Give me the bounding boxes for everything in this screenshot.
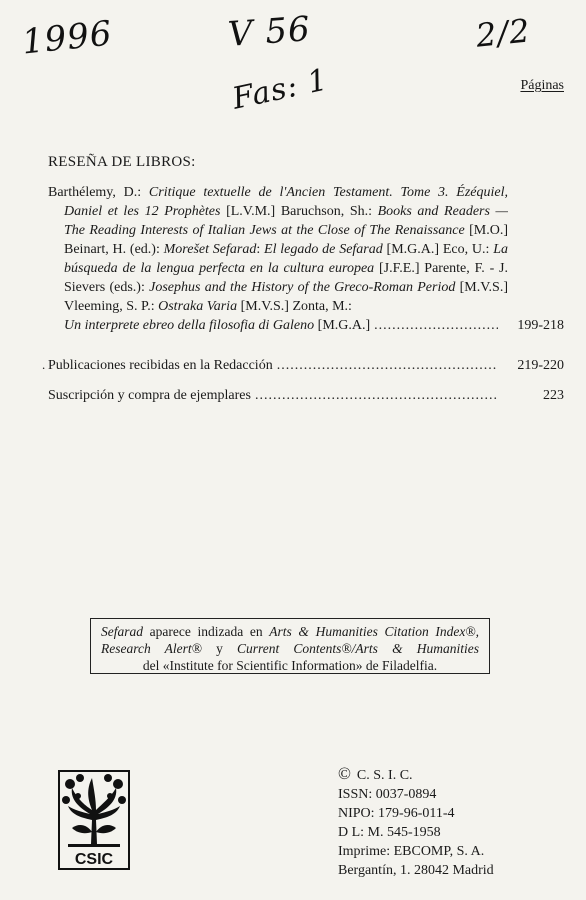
review-title: El legado de Sefarad: [264, 242, 383, 257]
page-range: 199-218: [517, 318, 564, 333]
dot-leader: [255, 388, 498, 404]
review-reviewer: [M.V.S.] Vleeming, S. P.:: [64, 280, 508, 314]
review-reviewer: [M.G.A.] Eco, U.:: [382, 242, 494, 257]
handwritten-volume: V 56: [226, 9, 312, 55]
review-title: Un interprete ebreo della filosofia di Galeno: [64, 318, 315, 333]
pages-column-heading: Páginas: [520, 78, 564, 93]
review-reviewer: [J.F.E.] Parente, F. - J. Sievers (eds.):: [64, 261, 508, 295]
indexing-notice-box: [90, 618, 490, 674]
review-author-barthelemy: Barthélemy, D.:: [48, 185, 149, 200]
imprint-block: [338, 764, 494, 880]
toc-entry-publications: [42, 357, 564, 374]
review-title: Critique textuelle de l'Ancien Testament. Tome 3. Ézéquiel, Daniel et les 12 Prophètes: [64, 185, 508, 219]
review-title: Josephus and the History of the Greco-Roman Period: [149, 280, 456, 295]
printer: Imprime: EBCOMP, S. A.: [338, 844, 485, 859]
nipo: NIPO: 179-96-011-4: [338, 806, 455, 821]
handwritten-year: 1996: [20, 13, 115, 63]
section-title: RESEÑA DE LIBROS:: [48, 154, 196, 170]
entry-label: Publicaciones recibidas en la Redacción: [48, 358, 273, 373]
review-reviewer: [M.G.A.]: [314, 318, 371, 333]
issn: ISSN: 0037-0894: [338, 787, 437, 802]
page-range: 223: [543, 388, 564, 403]
reviews-list-text: [48, 183, 508, 316]
entry-label: Suscripción y compra de ejemplares: [48, 388, 251, 403]
notice-line-1: Sefarad aparece indizada en Arts & Humanities Citation Index®,: [101, 624, 479, 639]
reviews-last-line: [48, 316, 564, 335]
stray-mark: .: [42, 357, 46, 372]
dot-leader: [277, 358, 498, 374]
review-reviewer: [L.V.M.] Baruchson, Sh.:: [220, 204, 378, 219]
copyright-line: © C. S. I. C.: [338, 764, 413, 783]
toc-entry-subscription: [48, 388, 564, 404]
review-title: Ostraka Varia: [158, 299, 238, 314]
toc-entry-book-reviews: [48, 183, 564, 335]
handwritten-fascicle: Fas: 1: [229, 62, 332, 117]
csic-tree-emblem-icon: [58, 770, 130, 870]
dot-leader: [374, 316, 498, 335]
review-reviewer: [M.O.] Beinart, H. (ed.):: [64, 223, 508, 257]
review-title: La búsqueda de la lengua perfecta en la cultura europea: [64, 242, 508, 276]
review-reviewer: [M.V.S.] Zonta, M.:: [237, 299, 352, 314]
notice-line-2: Research Alert® y Current Contents®/Arts & Humanities: [101, 641, 479, 656]
review-title: Morešet Sefarad: [163, 242, 257, 257]
review-title: Books and Readers — The Reading Interests of Italian Jews at the Close of The Renaissance: [64, 204, 508, 238]
csic-logo-text: CSIC: [74, 851, 114, 868]
printer-address: Bergantín, 1. 28042 Madrid: [338, 863, 494, 878]
legal-deposit: D L: M. 545-1958: [338, 825, 441, 840]
copyright-icon: ©: [338, 764, 351, 783]
review-separator: :: [256, 242, 265, 257]
handwritten-page-count: 2/2: [474, 11, 533, 55]
page-range: 219-220: [517, 358, 564, 373]
notice-line-3: del «Institute for Scientific Information» de Filadelfia.: [142, 658, 438, 673]
